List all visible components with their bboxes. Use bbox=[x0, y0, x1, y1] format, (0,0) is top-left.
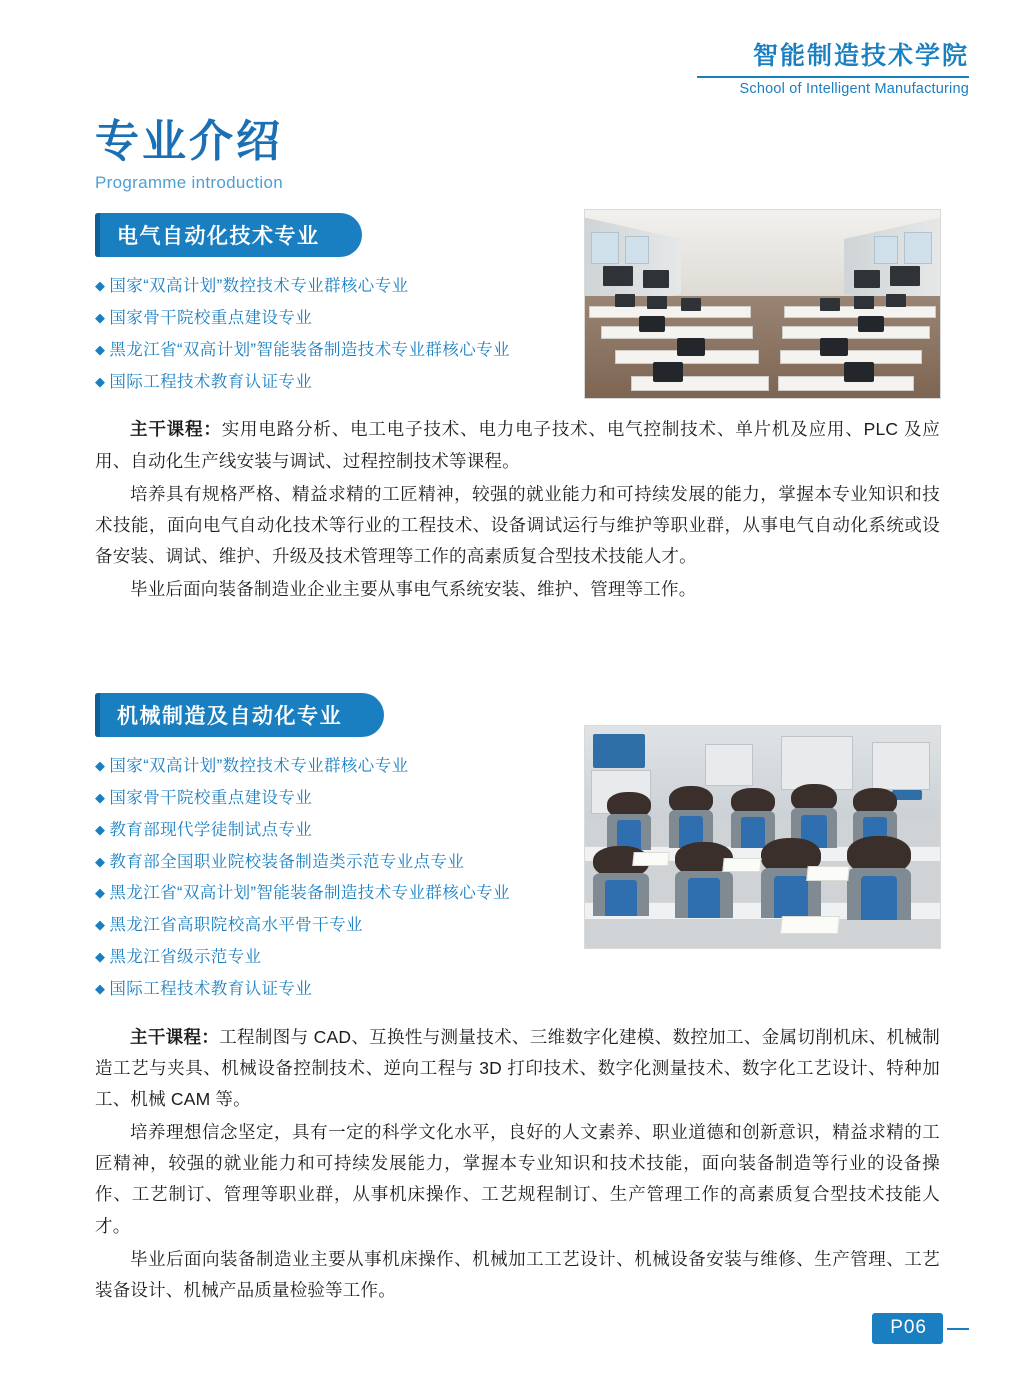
section-electrical-automation bbox=[95, 213, 940, 607]
list-item bbox=[95, 783, 940, 815]
list-item-label: 黑龙江省“双高计划”智能装备制造技术专业群核心专业 bbox=[109, 340, 510, 359]
list-item bbox=[95, 974, 940, 1006]
diamond-icon: ◆ bbox=[95, 373, 106, 389]
section-tag-mechanical: 机械制造及自动化专业 bbox=[95, 693, 384, 737]
list-item bbox=[95, 271, 940, 303]
diamond-icon: ◆ bbox=[95, 949, 106, 965]
list-item bbox=[95, 878, 940, 910]
body-electrical bbox=[95, 414, 940, 605]
header-divider bbox=[697, 76, 969, 78]
courses-label: 主干课程： bbox=[130, 1026, 220, 1047]
school-name-cn: 智能制造技术学院 bbox=[752, 42, 969, 70]
list-item-label: 国家骨干院校重点建设专业 bbox=[109, 308, 313, 327]
paragraph: 培养具有规格严格、精益求精的工匠精神，较强的就业能力和可持续发展的能力，掌握本专业知识和技术技能，面向电气自动化技术等行业的工程技术、设备调试运行与维护等职业群，从事电气自动化系统或设备安装、调试、维护、升级及技术管理等工作的高素质复合型技术技能人才。 bbox=[95, 483, 940, 566]
diamond-icon: ◆ bbox=[95, 853, 106, 869]
paragraph: 毕业后面向装备制造业企业主要从事电气系统安装、维护、管理等工作。 bbox=[130, 579, 697, 600]
courses-text: 实用电路分析、电工电子技术、电力电子技术、电气控制技术、单片机及应用、PLC 及应用、自动化生产线安装与调试、过程控制技术等课程。 bbox=[95, 419, 940, 471]
list-item-label: 黑龙江省“双高计划”智能装备制造技术专业群核心专业 bbox=[109, 884, 510, 903]
list-item bbox=[95, 367, 940, 399]
bullet-list-electrical bbox=[95, 271, 940, 398]
list-item bbox=[95, 910, 940, 942]
list-item bbox=[95, 942, 940, 974]
diamond-icon: ◆ bbox=[95, 789, 106, 805]
page-number-tail bbox=[947, 1328, 969, 1330]
page-title-cn: 专业介绍 bbox=[95, 117, 283, 166]
list-item-label: 国家骨干院校重点建设专业 bbox=[109, 788, 313, 807]
list-item bbox=[95, 303, 940, 335]
list-item bbox=[95, 335, 940, 367]
list-item-label: 国际工程技术教育认证专业 bbox=[109, 979, 313, 998]
section-tag-electrical: 电气自动化技术专业 bbox=[95, 213, 362, 257]
page-title-en: Programme introduction bbox=[95, 173, 284, 192]
list-item-label: 教育部现代学徒制试点专业 bbox=[109, 820, 313, 839]
diamond-icon: ◆ bbox=[95, 885, 106, 901]
page-number-label: P06 bbox=[872, 1313, 943, 1344]
body-mechanical bbox=[95, 1022, 940, 1306]
courses-paragraph bbox=[95, 414, 940, 476]
list-item bbox=[95, 815, 940, 847]
diamond-icon: ◆ bbox=[95, 309, 106, 325]
section-mechanical-manufacturing bbox=[95, 693, 940, 1308]
page-number bbox=[872, 1313, 969, 1344]
bullet-list-mechanical bbox=[95, 751, 940, 1006]
diamond-icon: ◆ bbox=[95, 758, 106, 773]
paragraph: 培养理想信念坚定，具有一定的科学文化水平，良好的人文素养、职业道德和创新意识，精益求精的工匠精神，较强的就业能力和可持续发展能力，掌握本专业知识和技术技能，面向装备制造等行业的设备操作、工艺制订、管理等职业群，从事机床操作、工艺规程制订、生产管理工作的高素质复合型技术技能人才。 bbox=[95, 1122, 940, 1236]
list-item-label: 教育部全国职业院校装备制造类示范专业点专业 bbox=[109, 852, 465, 871]
list-item-label: 国际工程技术教育认证专业 bbox=[109, 372, 313, 391]
page-title bbox=[95, 117, 284, 193]
school-name-en: School of Intelligent Manufacturing bbox=[739, 80, 969, 97]
paragraph: 毕业后面向装备制造业主要从事机床操作、机械加工工艺设计、机械设备安装与维修、生产管理、工艺装备设计、机械产品质量检验等工作。 bbox=[95, 1248, 940, 1300]
diamond-icon: ◆ bbox=[95, 821, 106, 837]
page-header bbox=[549, 42, 969, 97]
courses-label: 主干课程： bbox=[130, 419, 222, 440]
courses-paragraph bbox=[95, 1022, 940, 1115]
courses-text: 工程制图与 CAD、互换性与测量技术、三维数字化建模、数控加工、金属切削机床、机械制造工艺与夹具、机械设备控制技术、逆向工程与 3D 打印技术、数字化测量技术、数字化工艺设计、特种加工、机械 CAM 等。 bbox=[95, 1026, 940, 1110]
list-item-label: 国家“双高计划”数控技术专业群核心专业 bbox=[109, 277, 409, 295]
diamond-icon: ◆ bbox=[95, 341, 106, 357]
list-item bbox=[95, 847, 940, 879]
diamond-icon: ◆ bbox=[95, 917, 106, 933]
diamond-icon: ◆ bbox=[95, 980, 106, 996]
list-item-label: 国家“双高计划”数控技术专业群核心专业 bbox=[109, 757, 409, 775]
diamond-icon: ◆ bbox=[95, 278, 106, 293]
list-item-label: 黑龙江省高职院校高水平骨干专业 bbox=[109, 916, 363, 935]
list-item bbox=[95, 751, 940, 783]
list-item-label: 黑龙江省级示范专业 bbox=[109, 948, 262, 967]
